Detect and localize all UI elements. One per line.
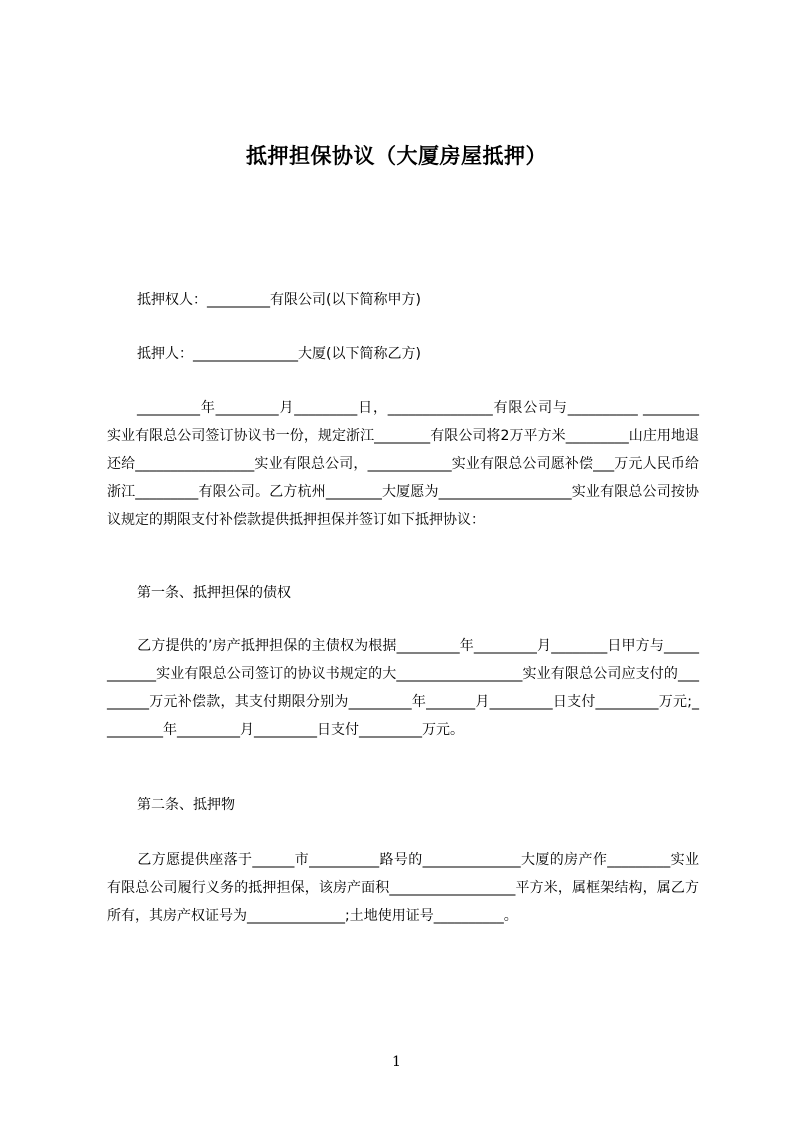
article-2-heading: 第二条、抵押物 xyxy=(137,797,235,813)
article-1-heading: 第一条、抵押担保的债权 xyxy=(137,585,291,601)
preamble-paragraph xyxy=(107,394,699,534)
document-title: 抵押担保协议（大厦房屋抵押） xyxy=(246,144,547,168)
article-1-text: 乙方提供的’房产抵押担保的主债权为根据_________年_________月________日甲方与____________实业有限总公司签订的协议书规定的大__________________实业有限总公司应支付的_________万元补偿款，其支付期限分别为_________年_______月_________日支付_________万元;_________年_________月_________日支付_________万元。 xyxy=(107,638,699,738)
article-2-text: 乙方愿提供座落于______市__________路号的______________大厦的房产作_________实业有限总公司履行义务的抵押担保，该房产面积__________________平方米，属框架结构，属乙方所有，其房产权证号为______________;土地使用证号__________。 xyxy=(107,852,699,924)
preamble-text: _________年_________月_________日，_______________有限公司与__________ ________实业有限总公司签订协议书一份，规定浙江________有限公司将2万平方米_________山庄用地退还给_________________实业有限总公司，____________实业有限总公司愿补偿___万元人民币给浙江_________有限公司。乙方杭州________大厦愿为___________________实业有限总公司按协议规定的期限支付补偿款提供抵押担保并签订如下抵押协议： xyxy=(107,400,699,528)
article-2-paragraph xyxy=(107,846,699,930)
mortgagee-line: 抵押权人：_________有限公司(以下简称甲方) xyxy=(137,292,421,308)
article-1-paragraph xyxy=(107,632,699,744)
mortgagor-line: 抵押人：_______________大厦(以下简称乙方) xyxy=(137,346,421,362)
page-number: 1 xyxy=(392,1054,401,1070)
